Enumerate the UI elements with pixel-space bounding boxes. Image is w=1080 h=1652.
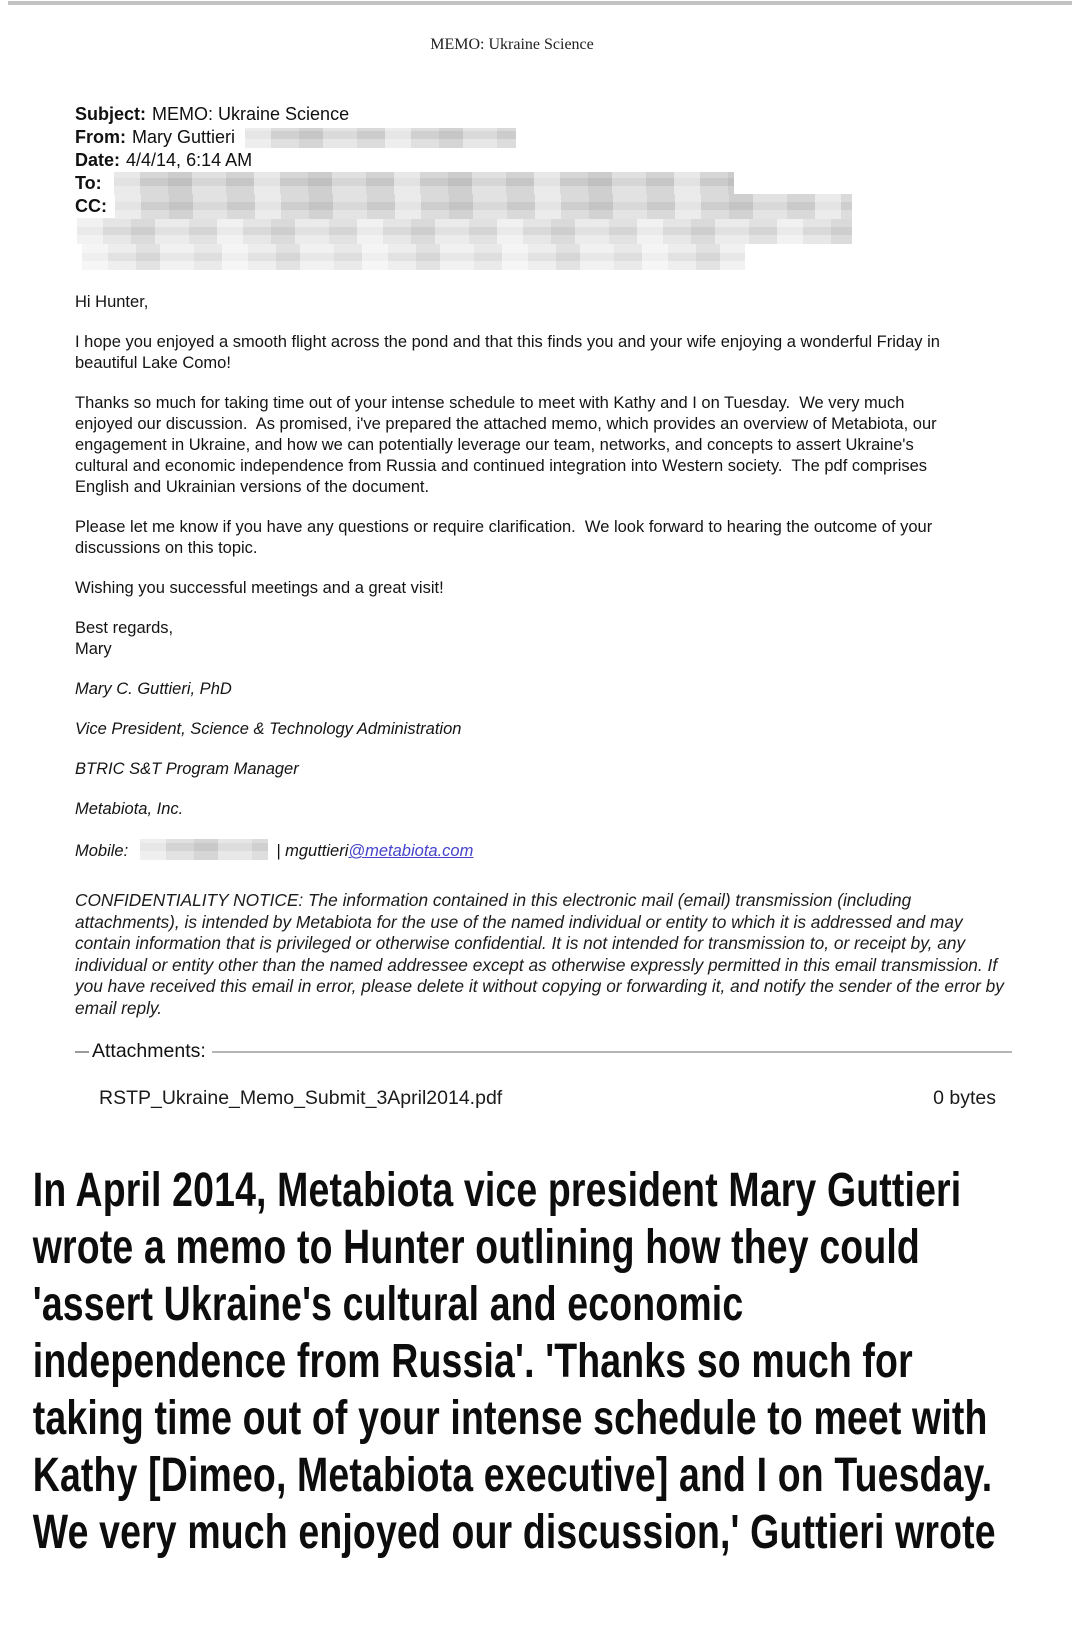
- date-value: 4/4/14, 6:14 AM: [126, 150, 253, 170]
- signature-block: [0, 679, 1080, 862]
- paragraph-1: I hope you enjoyed a smooth flight across the pond and that this finds you and your wife enjoying a wonderful Friday in beautiful Lake Como!: [75, 333, 945, 372]
- to-label: To:: [75, 173, 102, 193]
- attachment-item[interactable]: [99, 1087, 996, 1110]
- date-label: Date:: [75, 150, 121, 170]
- header-row-subject: [75, 103, 1080, 126]
- mobile-label: Mobile:: [75, 842, 129, 860]
- from-value: Mary Guttieri: [132, 127, 236, 147]
- metabiota-email-link[interactable]: @metabiota.com: [348, 842, 474, 860]
- redaction-block-phone: [140, 839, 268, 860]
- attachments-section-header: [75, 1040, 1012, 1063]
- cc-label: CC:: [75, 196, 107, 216]
- caption-line: 'assert Ukraine's cultural and economic: [32, 1278, 744, 1331]
- confidentiality-notice: CONFIDENTIALITY NOTICE: The information contained in this electronic mail (email) transmission (including attachments), is intended by Metabiota for the use of the named individual or entity to which it is addressed and may contain information that is privileged or otherwise confidential. It is not intended for transmission to, or receipt by, any individual or entity other than the named addressee except as otherwise expressly permitted in this email transmission. If you have received this email in error, please delete it without copying or forwarding it, and notify the sender of the error by email reply.: [75, 890, 1009, 1018]
- header-row-date: [75, 149, 1080, 172]
- paragraph-3: Please let me know if you have any questions or require clarification. We look forward to hearing the outcome of your discussions on this topic.: [75, 518, 937, 557]
- from-label: From:: [75, 127, 126, 147]
- closing: [75, 618, 959, 660]
- signature-role: BTRIC S&T Program Manager: [75, 760, 299, 778]
- caption-line: taking time out of your intense schedule to meet with: [32, 1392, 988, 1445]
- redaction-block-from: [245, 128, 516, 148]
- signature-mobile-row: [75, 839, 1080, 862]
- email-body: [0, 292, 959, 660]
- attachment-filename[interactable]: RSTP_Ukraine_Memo_Submit_3April2014.pdf: [99, 1087, 503, 1109]
- redaction-block-to: [114, 172, 734, 195]
- memo-window-title: MEMO: Ukraine Science: [430, 36, 594, 53]
- attachment-filesize: 0 bytes: [933, 1087, 996, 1109]
- closing-line-2: Mary: [75, 640, 112, 658]
- header-row-cc: [75, 195, 1080, 218]
- email-header-block: [0, 103, 1080, 270]
- subject-label: Subject:: [75, 104, 147, 124]
- legend-dash-line: [75, 1051, 89, 1053]
- header-row-to: [75, 172, 1080, 195]
- closing-line-1: Best regards,: [75, 619, 174, 637]
- redaction-block-recipients-2: [77, 218, 852, 244]
- mobile-separator: |: [276, 842, 281, 860]
- legend-rule-line: [212, 1051, 1012, 1053]
- caption-line: wrote a memo to Hunter outlining how they could: [32, 1221, 920, 1274]
- caption-line: Kathy [Dimeo, Metabiota executive] and I on Tuesday.: [32, 1449, 993, 1502]
- caption-line: independence from Russia'. 'Thanks so much for: [32, 1335, 913, 1388]
- caption-line: In April 2014, Metabiota vice president Mary Guttieri: [32, 1164, 962, 1217]
- greeting: Hi Hunter,: [75, 293, 149, 311]
- paragraph-4: Wishing you successful meetings and a great visit!: [75, 579, 444, 597]
- redaction-block-cc: [115, 194, 852, 219]
- header-row-from: [75, 126, 1080, 149]
- caption-line: We very much enjoyed our discussion,' Guttieri wrote: [32, 1506, 996, 1559]
- subject-value: MEMO: Ukraine Science: [152, 104, 350, 124]
- paragraph-2: Thanks so much for taking time out of your intense schedule to meet with Kathy and I on Tuesday. We very much enjoyed our discussion. As promised, i've prepared the attached memo, which provides an overview of Metabiota, our engagement in Ukraine, and how we can potentially leverage our team, networks, and concepts to assert Ukraine's cultural and economic independence from Russia and continued integration into Western society. The pdf comprises English and Ukrainian versions of the document.: [75, 394, 942, 496]
- signature-company: Metabiota, Inc.: [75, 800, 184, 818]
- email-user-text: mguttieri: [285, 842, 349, 860]
- article-caption: [0, 1162, 1080, 1561]
- redaction-block-recipients-3: [82, 244, 745, 270]
- attachments-label: Attachments:: [92, 1040, 206, 1062]
- signature-name: Mary C. Guttieri, PhD: [75, 680, 232, 698]
- signature-title: Vice President, Science & Technology Administration: [75, 720, 462, 738]
